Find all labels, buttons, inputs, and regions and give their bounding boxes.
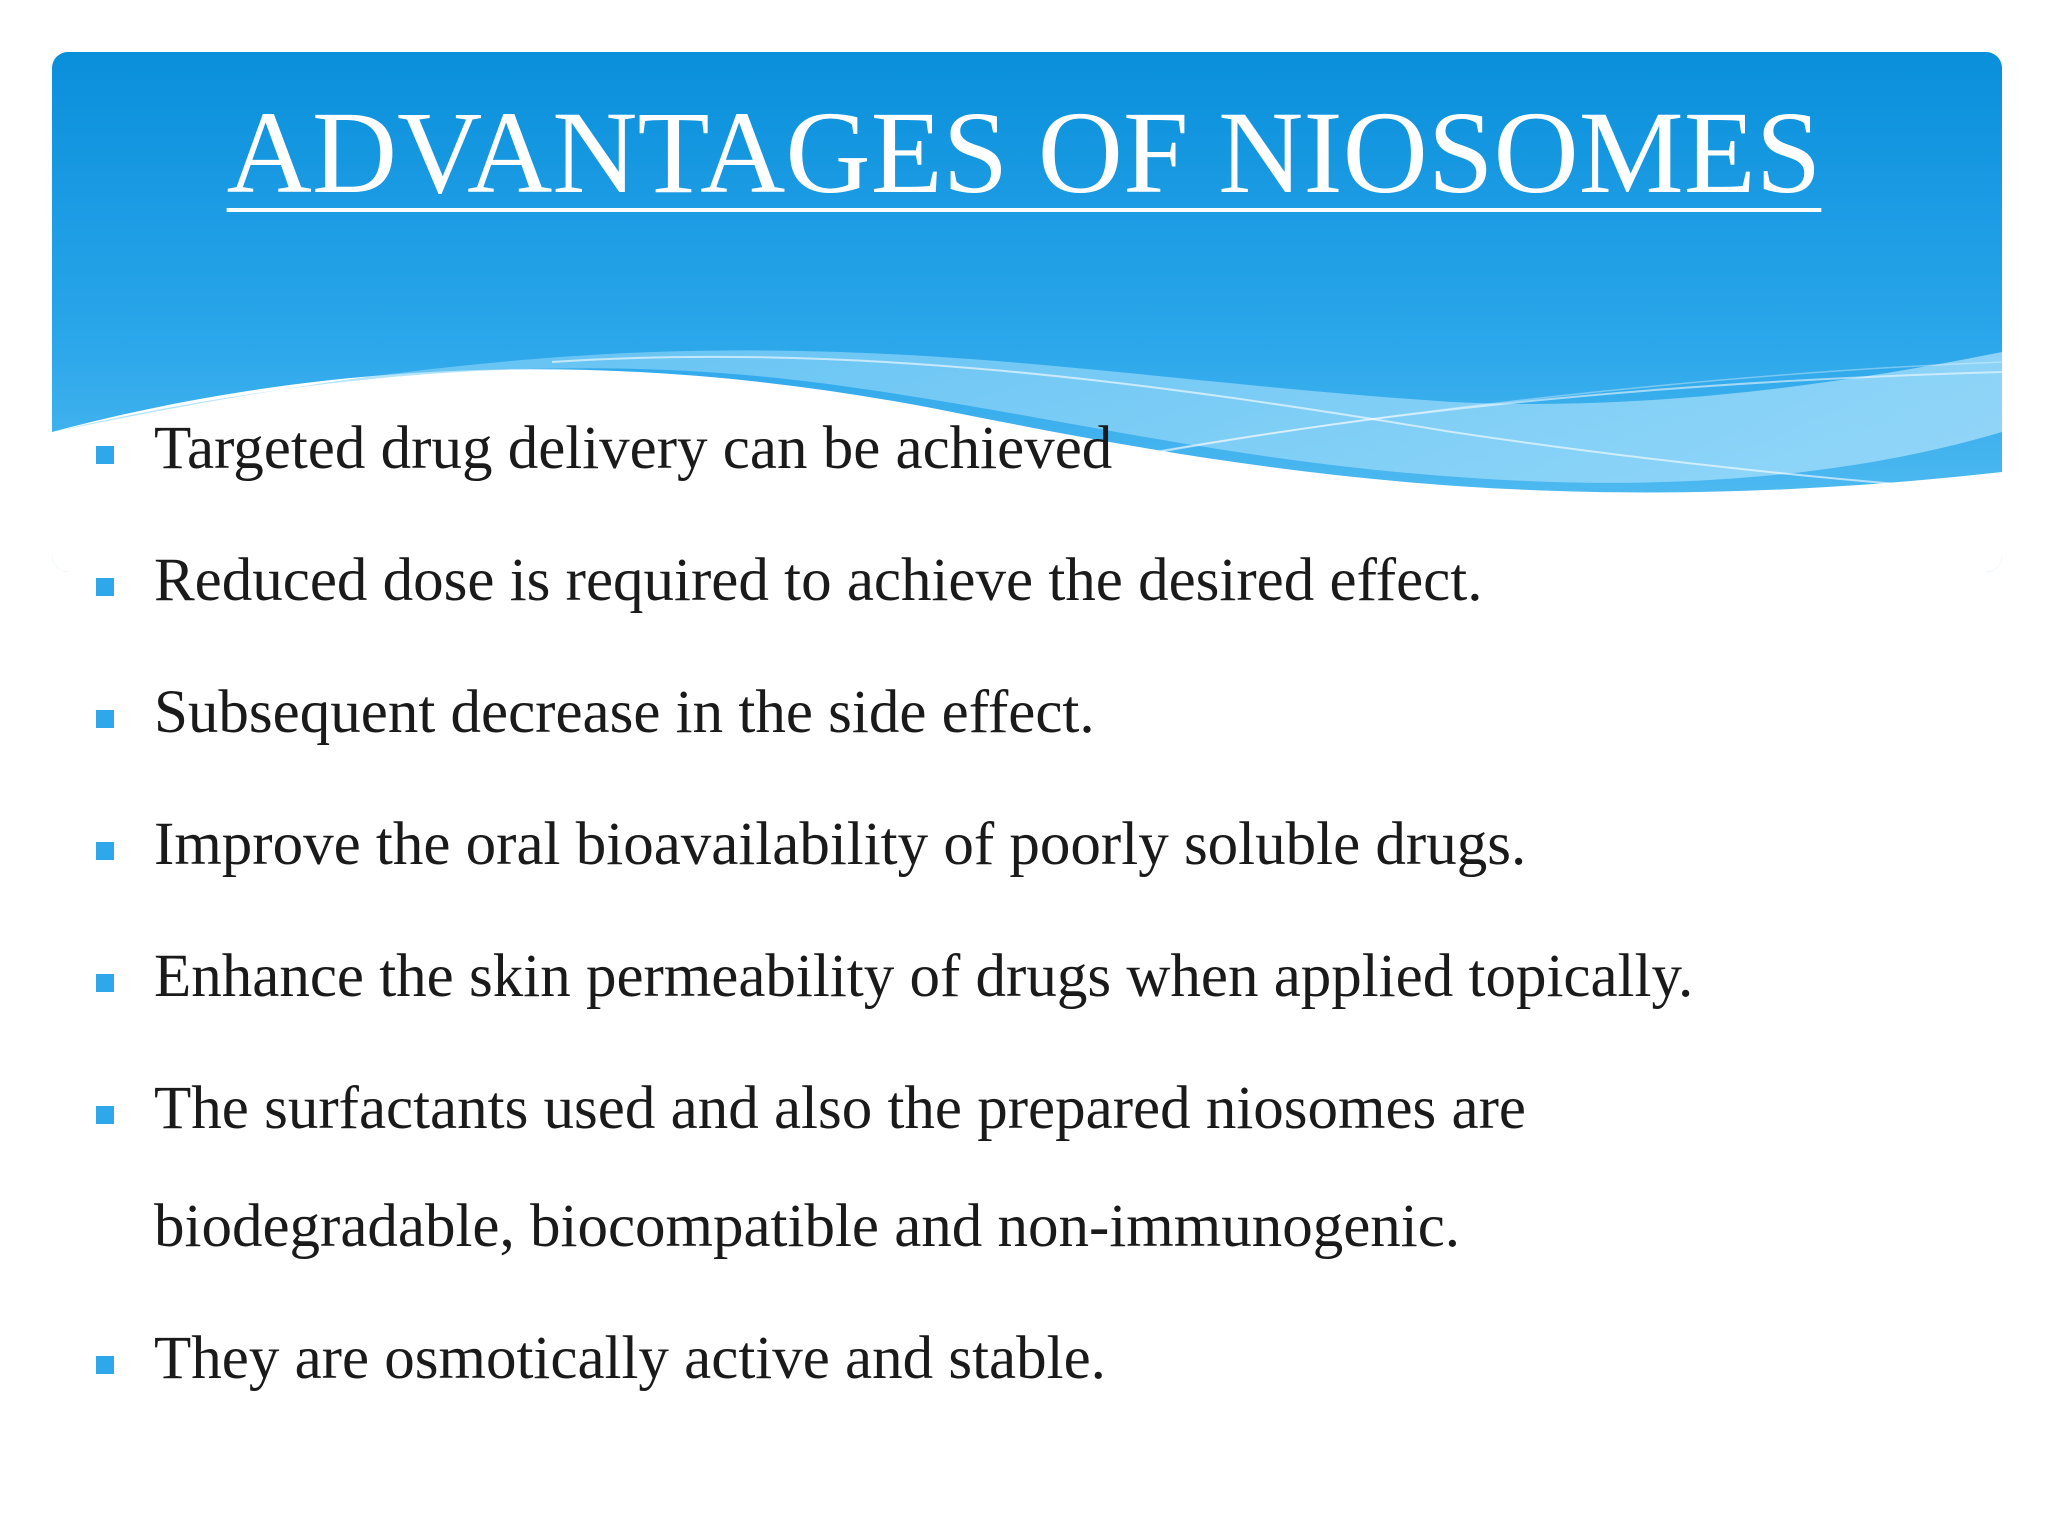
- square-bullet-icon: [96, 974, 114, 992]
- list-item: [96, 679, 1996, 772]
- list-item: [96, 415, 1996, 508]
- list-item-text: Subsequent decrease in the side effect.: [154, 679, 1095, 746]
- square-bullet-icon: [96, 710, 114, 728]
- square-bullet-icon: [96, 1106, 114, 1124]
- list-item: [96, 811, 1996, 904]
- square-bullet-icon: [96, 446, 114, 464]
- list-item: [96, 1325, 1996, 1418]
- list-item: [96, 547, 1996, 640]
- list-item-text: The surfactants used and also the prepared niosomes are biodegradable, biocompatible and non-immunogenic.: [154, 1075, 1526, 1260]
- slide-title: ADVANTAGES OF NIOSOMES: [226, 87, 1822, 218]
- list-item: [96, 943, 1996, 1036]
- list-item: [96, 1075, 1736, 1286]
- list-item-text: They are osmotically active and stable.: [154, 1325, 1106, 1392]
- square-bullet-icon: [96, 578, 114, 596]
- square-bullet-icon: [96, 842, 114, 860]
- list-item-text: Targeted drug delivery can be achieved: [154, 415, 1113, 482]
- square-bullet-icon: [96, 1356, 114, 1374]
- list-item-text: Enhance the skin permeability of drugs when applied topically.: [154, 943, 1694, 1010]
- list-item-text: Reduced dose is required to achieve the desired effect.: [154, 547, 1483, 614]
- list-item-text: Improve the oral bioavailability of poorly soluble drugs.: [154, 811, 1527, 878]
